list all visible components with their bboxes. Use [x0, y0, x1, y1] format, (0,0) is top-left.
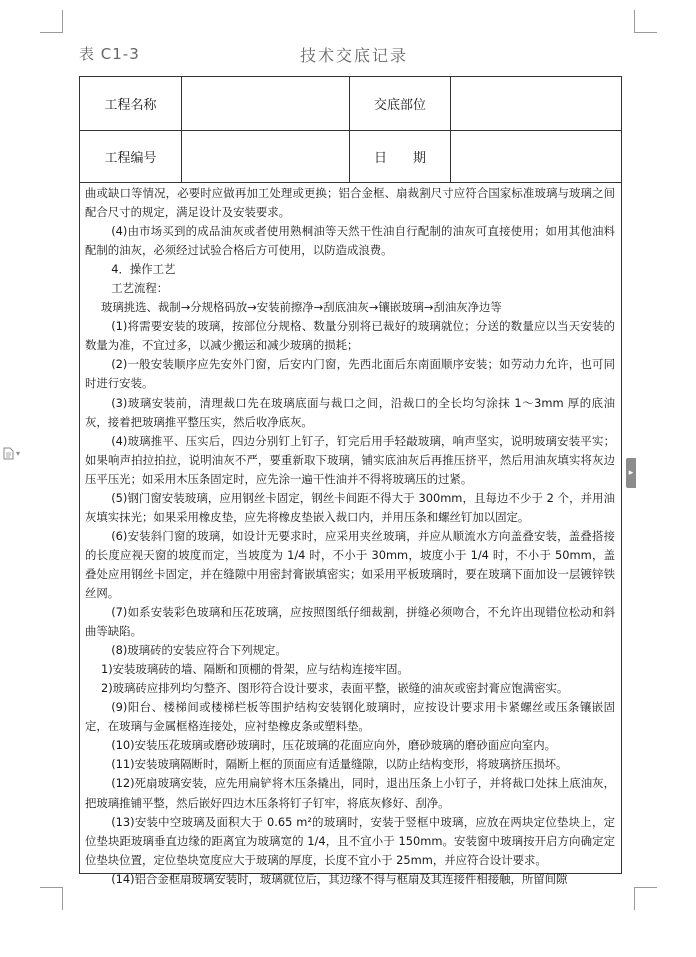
content-paragraph: (5)钢门窗安装玻璃，应用钢丝卡固定，钢丝卡间距不得大于 300mm，且每边不少于 2 个，并用油灰填实抹光；如果采用橡皮垫，应先将橡皮垫嵌入裁口内，并用压条和螺丝钉加以固定。 — [85, 490, 615, 524]
content-paragraph: (9)阳台、楼梯间或楼梯栏板等围护结构安装钢化玻璃时，应按设计要求用卡紧螺丝或压条镶嵌固定，在玻璃与金属框格连接处，应衬垫橡皮条或塑料垫。 — [85, 700, 615, 734]
content-paragraph: (7)如系安装彩色玻璃和压花玻璃，应按照图纸仔细裁割，拼缝必须吻合，不允许出现错位松动和斜曲等缺陷。 — [85, 605, 615, 639]
content-paragraph: 1)安装玻璃砖的墙、隔断和顶棚的骨架，应与结构连接牢固。 — [100, 662, 409, 677]
process-flow: 玻璃挑选、裁制→分规格码放→安装前擦净→刮底油灰→镶嵌玻璃→刮油灰净边等 — [100, 300, 502, 315]
date-label: 日 期 — [350, 131, 451, 182]
page-title: 技术交底记录 — [300, 46, 409, 65]
content-paragraph: (8)玻璃砖的安装应符合下列规定。 — [111, 643, 287, 658]
part-field[interactable] — [451, 77, 621, 130]
content-paragraph: (10)安装压花玻璃或磨砂玻璃时，压花玻璃的花面应向外，磨砂玻璃的磨砂面应向室内。 — [111, 738, 557, 753]
record-sheet — [79, 76, 622, 886]
expand-panel-icon[interactable]: ▸ — [626, 458, 636, 488]
project-no-label: 工程编号 — [80, 131, 182, 182]
content-paragraph: 曲或缺口等情况，必要时应做再加工处理或更换；铝合金框、扇裁割尺寸应符合国家标准玻璃与玻璃之间配合尺寸的规定，满足设计及安装要求。 — [85, 186, 615, 220]
page-corner-mark — [40, 887, 63, 910]
content-paragraph: (13)安装中空玻璃及面积大于 0.65 m²的玻璃时，安装于竖框中玻璃，应放在两块定位垫块上，定位垫块距玻璃垂直边缘的距离宜为玻璃宽的 1/4，且不宜小于 150mm。安装窗中玻璃按开启方向确定定位垫块位置，定位垫块宽度应大于玻璃的厚度，长度不宜小于 25mm，并应符合设计要求。 — [85, 814, 615, 867]
part-label: 交底部位 — [350, 77, 451, 130]
content-paragraph: 工艺流程： — [111, 281, 169, 296]
content-paragraph: 2)玻璃砖应排列均匀整齐、图形符合设计要求，表面平整，嵌缝的油灰或密封膏应饱满密实。 — [100, 681, 569, 696]
disclosure-content — [80, 183, 621, 889]
page-corner-mark — [634, 10, 657, 33]
content-paragraph: (3)玻璃安装前，清理裁口先在玻璃底面与裁口之间，沿裁口的全长均匀涂抹 1～3mm 厚的底油灰，接着把玻璃推平整压实，然后收净底灰。 — [85, 395, 615, 429]
section-heading: 4．操作工艺 — [111, 262, 176, 277]
content-paragraph: (14)铝合金框扇玻璃安装时，玻璃就位后，其边缘不得与框扇及其连接件相接触，所留间隙 — [111, 871, 568, 886]
content-paragraph: (4)玻璃推平、压实后，四边分别钉上钉子，钉完后用手轻敲玻璃，响声坚实，说明玻璃安装平实；如果响声拍拉拍拉，说明油灰不严，要重新取下玻璃，铺实底油灰后再推压挤平，然后用油灰填实将灰边压平压光；如采用木压条固定时，应先涂一遍干性油并不得将玻璃压的过紧。 — [85, 433, 615, 486]
header-row-1 — [80, 77, 621, 131]
content-paragraph: (2)一般安装顺序应先安外门窗，后安内门窗，先西北面后东南面顺序安装；如劳动力允许，也可同时进行安装。 — [85, 357, 615, 391]
header-row-2 — [80, 131, 621, 183]
content-paragraph: (6)安装斜门窗的玻璃，如设计无要求时，应采用夹丝玻璃，并应从顺流水方向盖叠安装，盖叠搭接的长度应视天窗的坡度而定，当坡度为 1/4 时，不小于 30mm，坡度小于 1/4 时，不小于 50mm，盖叠处应用钢丝卡固定，并在缝隙中用密封膏嵌填密实；如采用平板玻璃时，要在玻璃下面加设一层镀锌铁丝网。 — [85, 528, 615, 600]
content-paragraph: (4)由市场买到的成品油灰或者使用熟桐油等天然干性油自行配制的油灰可直接使用；如用其他油料配制的油灰，必须经过试验合格后方可使用，以防造成浪费。 — [85, 224, 615, 258]
project-name-field[interactable] — [182, 77, 350, 130]
page-corner-mark — [634, 887, 657, 910]
content-paragraph: (12)死扇玻璃安装，应先用扁铲将木压条撬出，同时，退出压条上小钉子，并将裁口处抹上底油灰，把玻璃推铺平整，然后嵌好四边木压条将钉子钉牢，将底灰修好、刮净。 — [85, 776, 615, 810]
page-corner-mark — [40, 10, 63, 33]
document-icon[interactable]: ▾ — [3, 446, 25, 460]
content-paragraph: (11)安装玻璃隔断时，隔断上框的顶面应有适量缝隙，以防止结构变形，将玻璃挤压损坏。 — [111, 757, 568, 772]
project-name-label: 工程名称 — [80, 77, 182, 130]
content-paragraph: (1)将需要安装的玻璃，按部位分规格、数量分别将已裁好的玻璃就位；分送的数量应以当天安装的数量为准，不宜过多，以减少搬运和减少玻璃的损耗； — [85, 319, 615, 353]
date-field[interactable] — [451, 131, 621, 182]
project-no-field[interactable] — [182, 131, 350, 182]
form-id: 表 C1-3 — [79, 45, 140, 63]
